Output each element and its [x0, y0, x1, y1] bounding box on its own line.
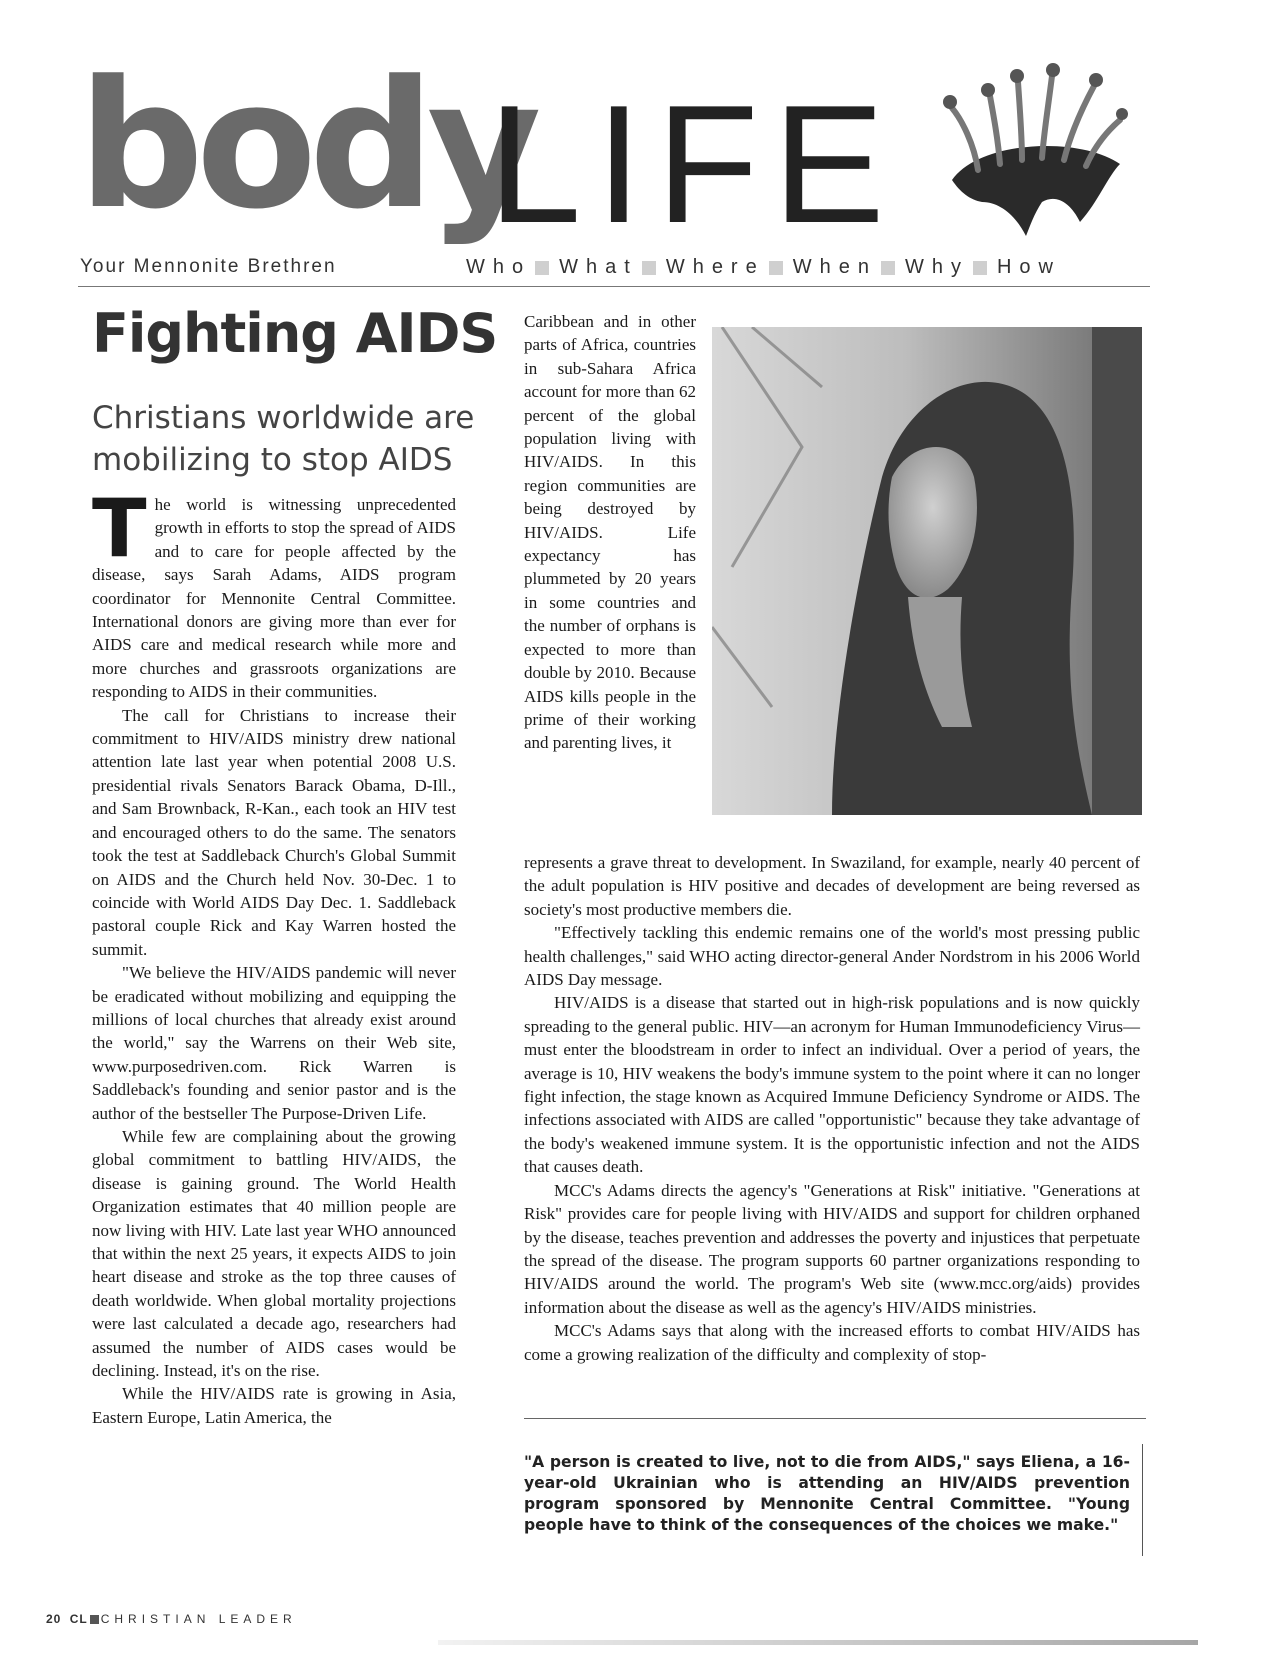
masthead-life-wordmark: LIFE [488, 70, 899, 258]
portrait-image [712, 327, 1142, 815]
paragraph: represents a grave threat to development. In Swaziland, for example, nearly 40 percent of the adult population is HIV positive and decades of development are being reversed as society's most productive members die. [524, 853, 1140, 919]
article-subhead: Christians worldwide are mobilizing to stop AIDS [92, 400, 475, 478]
paragraph: MCC's Adams directs the agency's "Generations at Risk" initiative. "Generations at Risk" provides care for people living with HIV/AIDS and support for children orphaned by the disease, teaches prevention and addresses the poverty and injustices that perpetuate the spread of the disease. The program supports 60 partner organizations responding to HIV/AIDS around the world. The program's Web site (www.mcc.org/aids) provides information about the disease as well as the agency's HIV/AIDS ministries. [524, 1180, 1140, 1317]
nav-separator [535, 261, 549, 275]
article-column-3 [524, 851, 1140, 1366]
paragraph: While the HIV/AIDS rate is growing in Asia, Eastern Europe, Latin America, the [92, 1384, 456, 1427]
pull-quote-bar [1142, 1444, 1143, 1556]
paragraph: "We believe the HIV/AIDS pandemic will never be eradicated without mobilizing and equipping the millions of local churches that already exist around the world," say the Warrens on their Web site, www.purposedriven.com. Rick Warren is Saddleback's founding and senior pastor and is the author of the bestseller The Purpose-Driven Life. [92, 963, 456, 1123]
pull-quote-rule [524, 1418, 1146, 1419]
publication-abbrev: CL [69, 1612, 88, 1626]
paragraph: Caribbean and in other parts of Africa, countries in sub-Sahara Africa account for more than 62 percent of the global population living with HIV/AIDS. In this region communities are being destroyed by HIV/AIDS. Life expectancy has plummeted by 20 years in some countries and the number of orphans is expected to more than double by 2010. Because AIDS kills people in the prime of their working and parenting lives, it [524, 312, 696, 753]
paragraph: HIV/AIDS is a disease that started out in high-risk populations and is now quickly spreading to the general public. HIV—an acronym for Human Immunodeficiency Virus—must enter the bloodstream in order to infect an individual. Over a period of years, the average is 10, HIV weakens the body's immune system to the point where it can no longer fight infection, the stage known as Acquired Immune Deficiency Syndrome or AIDS. The infections associated with AIDS are called "opportunistic" because they take advantage of the body's weakened immune system. It is the opportunistic infection and not the AIDS that causes death. [524, 993, 1140, 1177]
nav-why: Why [904, 256, 969, 278]
nav-what: What [559, 256, 638, 278]
article-column-2 [524, 310, 696, 755]
nav-when: When [792, 256, 877, 278]
folio-square-icon [90, 1615, 99, 1624]
drop-cap: T [92, 482, 147, 575]
masthead-rule [78, 286, 1150, 287]
nav-where: Where [665, 256, 765, 278]
paragraph: The world is witnessing unprecedented growth in efforts to stop the spread of AIDS and to care for people affected by the disease, says Sarah Adams, AIDS program coordinator for Mennonite Central Committee. International donors are giving more than ever for AIDS care and medical research while more and more churches and grassroots organizations are responding to AIDS in their communities. [92, 482, 456, 702]
article-column-1 [92, 482, 456, 1429]
pull-quote: "A person is created to live, not to die from AIDS," says Eliena, a 16-year-old Ukrainian who is attending an HIV/AIDS prevention program sponsored by Mennonite Central Committee. "Young people have to think of the consequences of the choices we make." [524, 1453, 1130, 1534]
nav-separator [642, 261, 656, 275]
masthead-body-wordmark: body [78, 43, 534, 248]
article-headline: Fighting AIDS [92, 302, 498, 365]
paragraph: While few are complaining about the growing global commitment to battling HIV/AIDS, the disease is gaining ground. The World Health Organization estimates that 40 million people are now living with HIV. Late last year WHO announced that within the next 25 years, it expects AIDS to join heart disease and stroke as the top three causes of death worldwide. When global mortality projections were last calculated a decade ago, researchers had assumed the number of AIDS cases would be declining. Instead, it's on the rise. [92, 1126, 456, 1381]
paragraph: The call for Christians to increase their commitment to HIV/AIDS ministry drew national attention late last year when potential 2008 U.S. presidential rivals Senators Barack Obama, D-Ill., and Sam Brownback, R-Kan., each took an HIV test and encouraged others to do the same. The senators took the test at Saddleback Church's Global Summit on AIDS and the Church held Nov. 30-Dec. 1 to coincide with World AIDS Day Dec. 1. Saddleback pastoral couple Rick and Kay Warren hosted the summit. [92, 705, 456, 959]
people-logo-icon [930, 52, 1130, 242]
section-nav [466, 256, 1061, 279]
nav-who: Who [466, 256, 532, 278]
nav-how: How [996, 256, 1061, 278]
bottom-rule [438, 1640, 1198, 1645]
article-photo [712, 327, 1142, 815]
publication-name: CHRISTIAN LEADER [100, 1612, 297, 1626]
nav-separator [973, 261, 987, 275]
nav-separator [881, 261, 895, 275]
page-folio [46, 1612, 297, 1626]
paragraph: MCC's Adams says that along with the increased efforts to combat HIV/AIDS has come a growing realization of the difficulty and complexity of stop- [524, 1321, 1140, 1364]
tagline: Your Mennonite Brethren [80, 256, 337, 277]
paragraph: "Effectively tackling this endemic remains one of the world's most pressing public health challenges," said WHO acting director-general Ander Nordstrom in his 2006 World AIDS Day message. [524, 923, 1140, 990]
page-number: 20 [46, 1612, 62, 1626]
nav-separator [769, 261, 783, 275]
